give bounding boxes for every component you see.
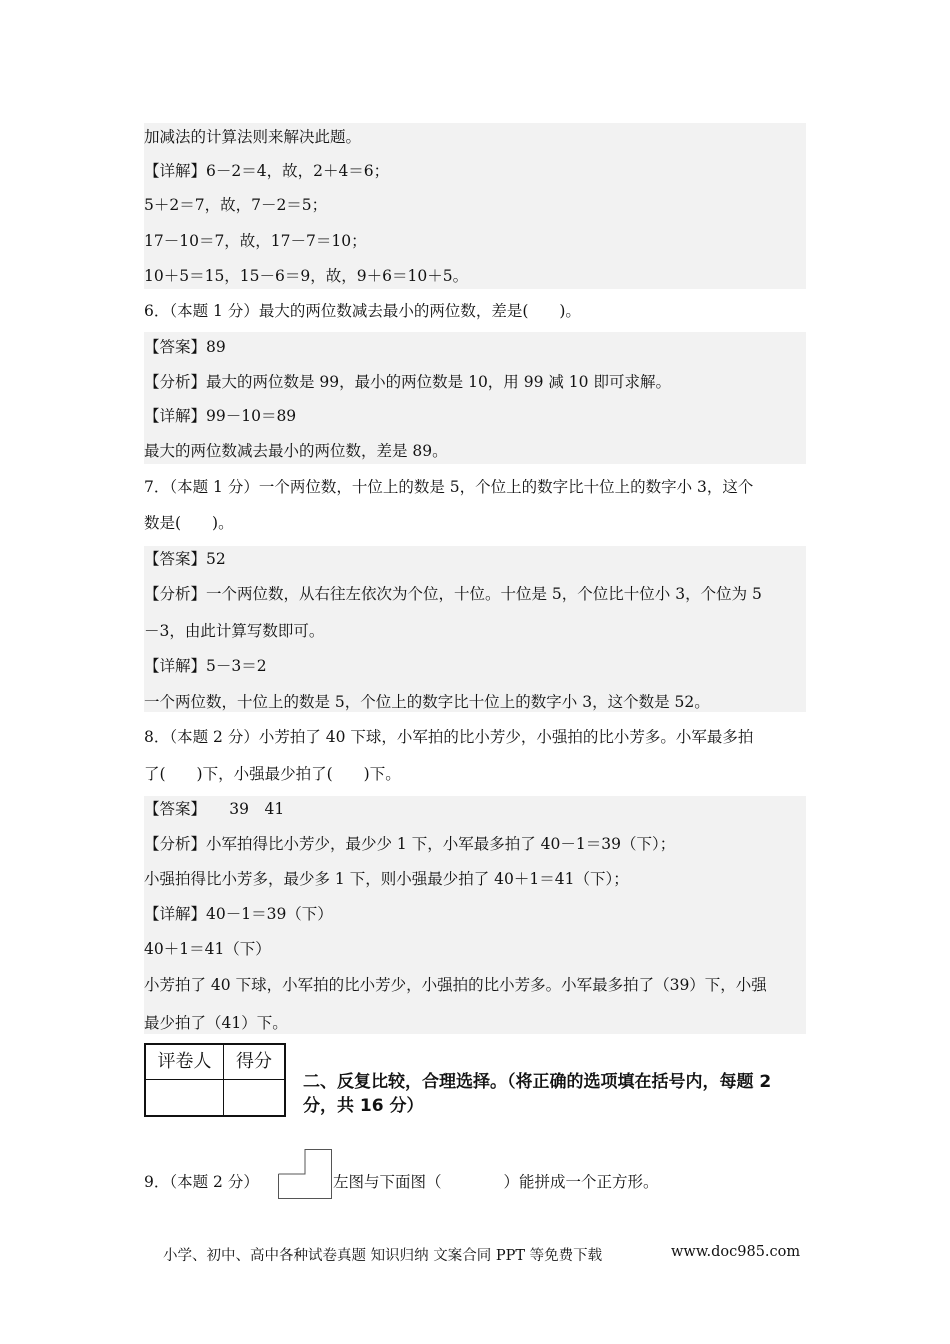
text-line: 40＋1＝41（下） [144, 940, 271, 958]
text-line: 加减法的计算法则来解决此题。 [144, 128, 362, 146]
question-7: 7．（本题 1 分）一个两位数，十位上的数是 5，个位上的数字比十位上的数字小 3，这个 [144, 478, 754, 496]
text-line: 一个两位数，十位上的数是 5，个位上的数字比十位上的数字小 3，这个数是 52。 [144, 693, 710, 711]
text-line: －3，由此计算写数即可。 [144, 622, 325, 640]
text-line: 【答案】89 [144, 338, 226, 356]
question-9-prefix: 9．（本题 2 分） [144, 1173, 259, 1191]
text-line: 最大的两位数减去最小的两位数，差是 89。 [144, 442, 448, 460]
footer [163, 1244, 803, 1265]
text-line: 小强拍得比小芳多，最少多 1 下，则小强最少拍了 40＋1＝41（下）； [144, 870, 629, 888]
text-line: 10＋5＝15，15－6＝9，故，9＋6＝10＋5。 [144, 267, 469, 285]
text-line: 【答案】 39 41 [144, 800, 285, 818]
question-9-suffix: 左图与下面图（ ）能拼成一个正方形。 [333, 1173, 659, 1191]
footer-text: 小学、初中、高中各种试卷真题 知识归纳 文案合同 PPT 等免费下载 [163, 1248, 603, 1264]
question-8-cont: 了( )下，小强最少拍了( )下。 [144, 765, 401, 783]
question-8: 8．（本题 2 分）小芳拍了 40 下球，小军拍的比小芳少，小强拍的比小芳多。小军最多拍 [144, 728, 754, 746]
text-line: 17－10＝7，故，17－7＝10； [144, 232, 367, 250]
text-line: 【详解】99－10＝89 [144, 407, 297, 425]
question-6: 6．（本题 1 分）最大的两位数减去最小的两位数，差是( )。 [144, 302, 581, 320]
text-line: 最少拍了（41）下。 [144, 1014, 288, 1032]
text-line: 小芳拍了 40 下球，小军拍的比小芳少，小强拍的比小芳多。小军最多拍了（39）下，小强 [144, 976, 767, 994]
text-line: 【答案】52 [144, 550, 226, 568]
text-line: 【详解】5－3＝2 [144, 657, 267, 675]
text-line: 【分析】一个两位数，从右往左依次为个位，十位。十位是 5，个位比十位小 3，个位为 5 [144, 585, 762, 603]
text-line: 【分析】最大的两位数是 99，最小的两位数是 10，用 99 减 10 即可求解。 [144, 373, 671, 391]
text-line: 【详解】6－2＝4，故，2＋4＝6； [144, 162, 390, 180]
text-line: 【分析】小军拍得比小芳少，最少少 1 下，小军最多拍了 40－1＝39（下）； [144, 835, 676, 853]
l-shape-figure [278, 1149, 332, 1199]
section-title: 二、反复比较，合理选择。（将正确的选项填在括号内，每题 2 分，共 16 分） [303, 1072, 772, 1116]
table-divider [223, 1045, 224, 1115]
text-line: 【详解】40－1＝39（下） [144, 905, 333, 923]
score-header: 得分 [236, 1051, 272, 1072]
footer-url[interactable]: www.doc985.com [671, 1244, 801, 1260]
question-7-cont: 数是( )。 [144, 514, 234, 532]
score-table [144, 1043, 286, 1117]
table-divider [146, 1079, 284, 1080]
text-line: 5＋2＝7，故，7－2＝5； [144, 196, 328, 214]
grader-header: 评卷人 [157, 1051, 212, 1072]
